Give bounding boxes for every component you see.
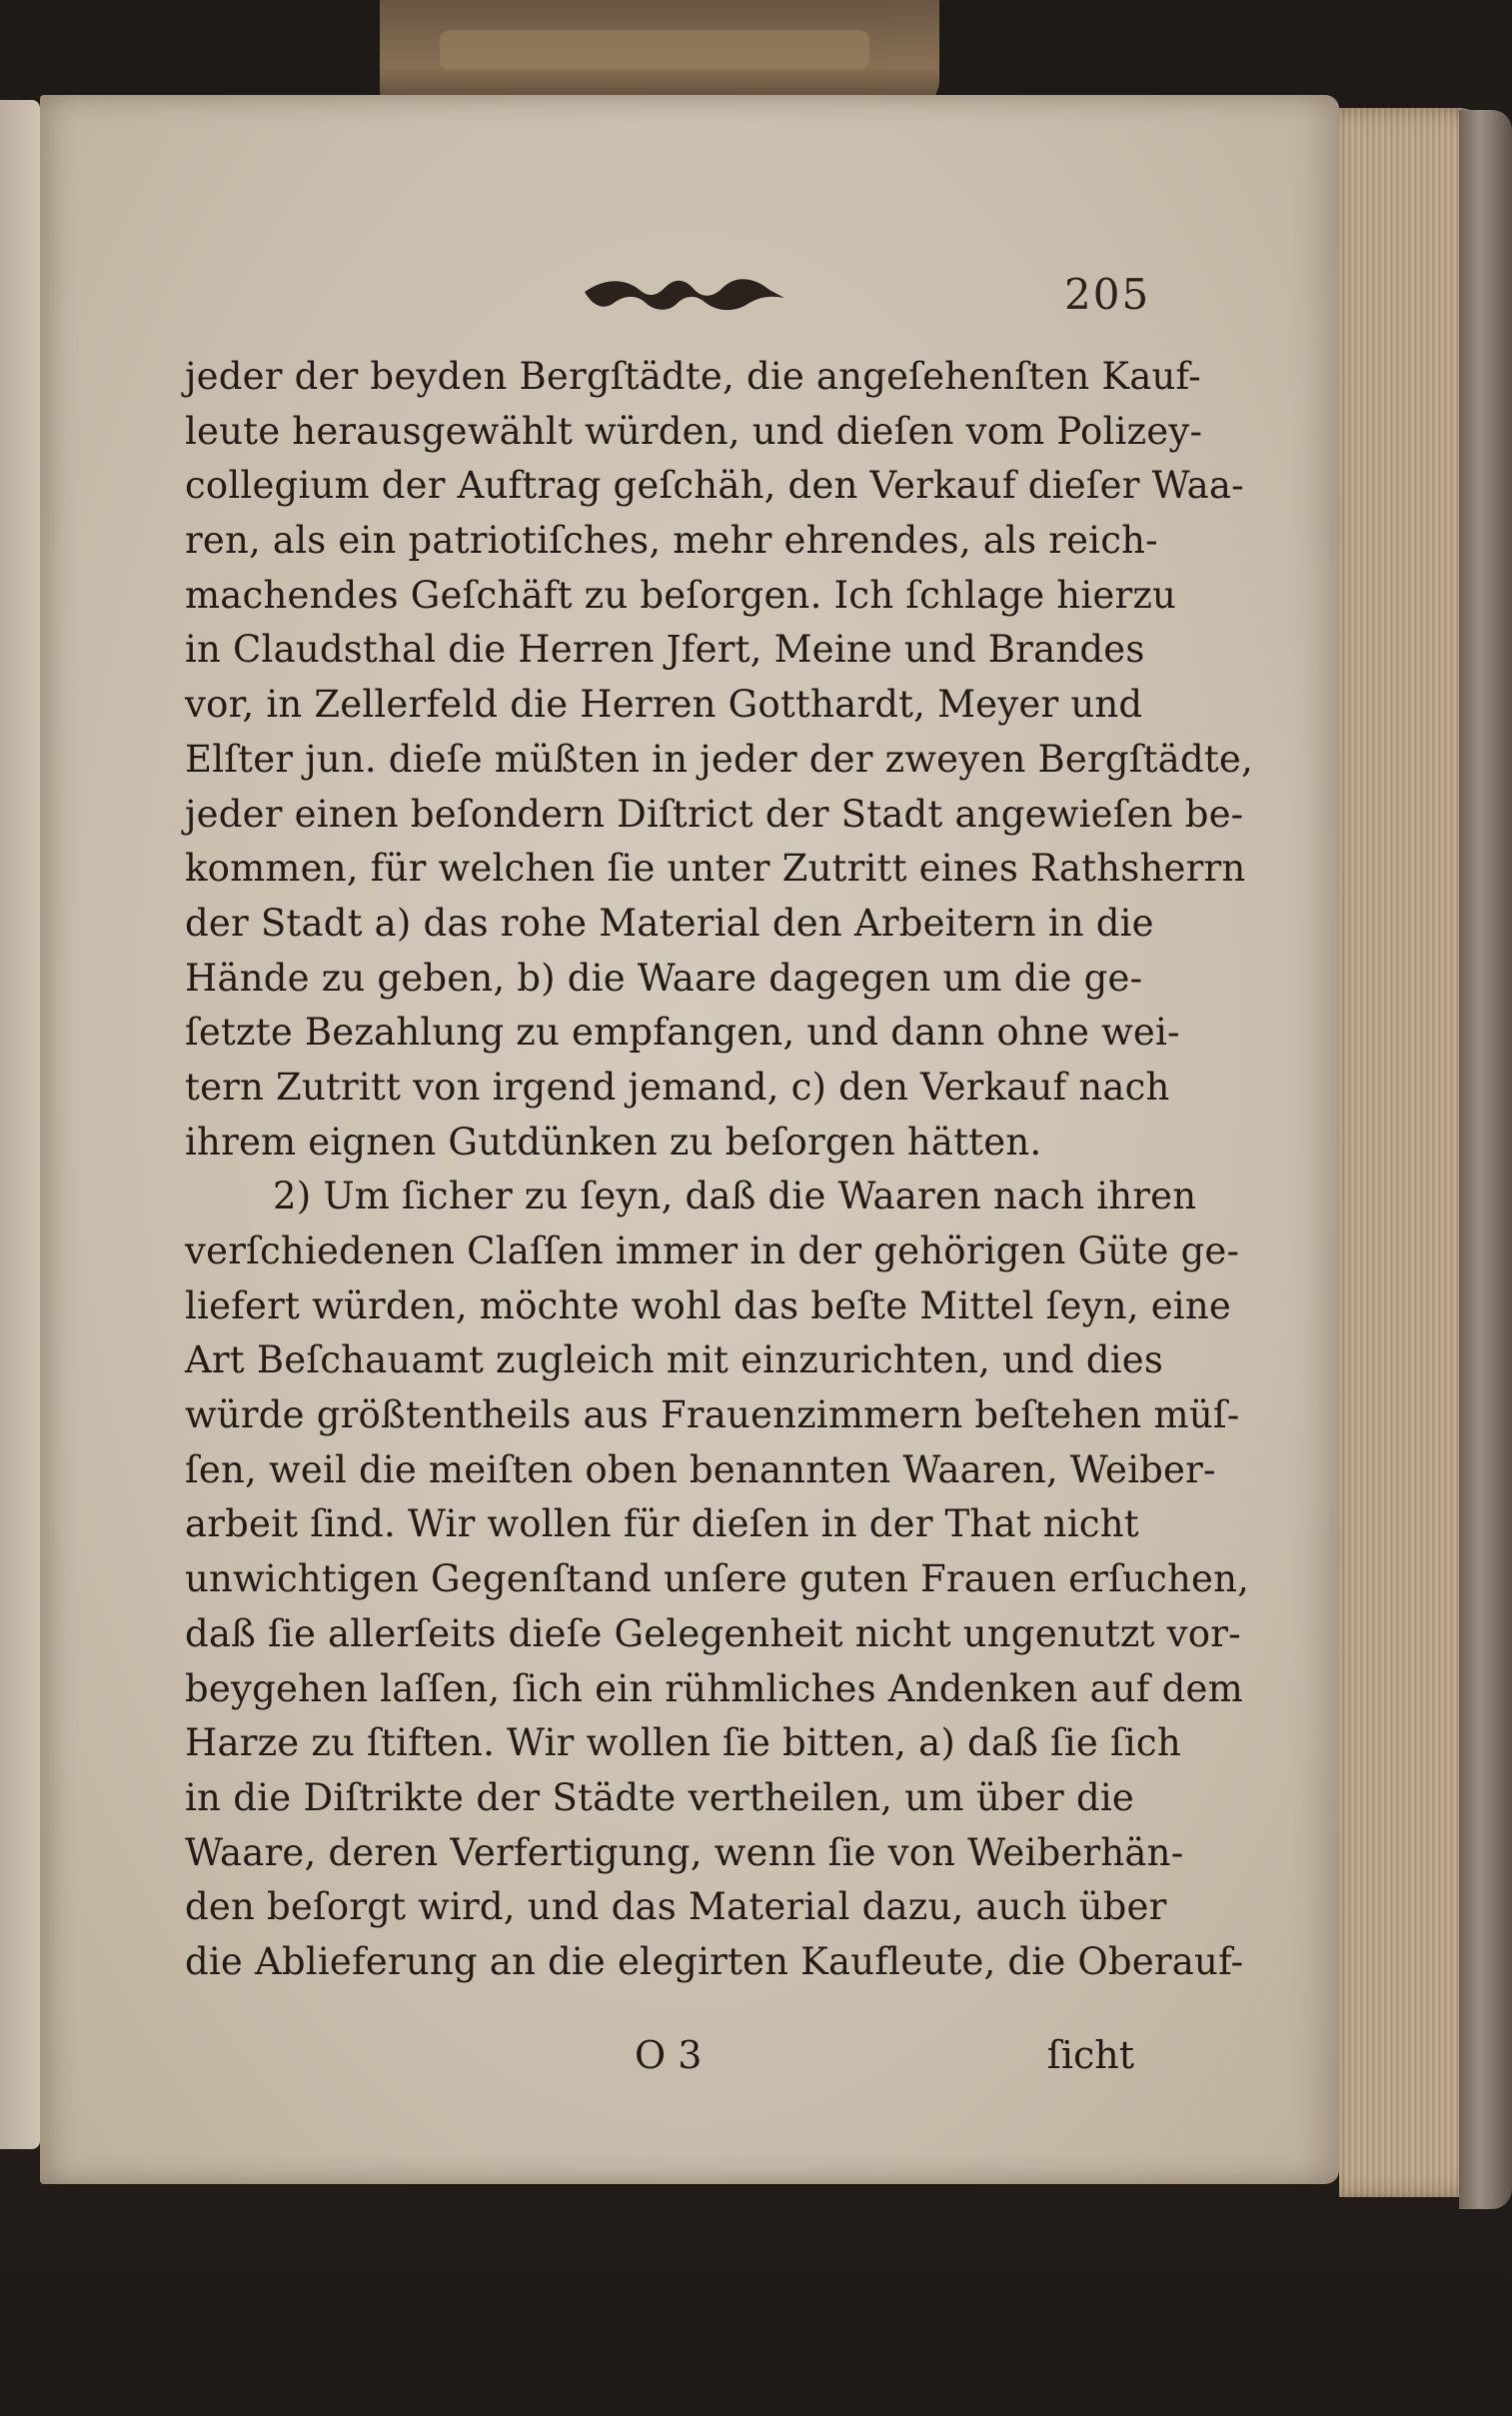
text-line: kommen, für welchen ſie unter Zutritt eines Rathsherrn [185, 847, 1246, 891]
signature-mark: O 3 [635, 2033, 703, 2077]
text-line: würde größtentheils aus Frauenzimmern beſtehen müſ- [185, 1393, 1240, 1437]
text-line: unwichtigen Gegenſtand unſere guten Frauen erſuchen, [185, 1557, 1250, 1601]
text-line: Harze zu ſtiften. Wir wollen ſie bitten, a) daß ſie ſich [185, 1721, 1181, 1765]
body-text [185, 350, 1253, 1990]
page-number: 205 [1064, 270, 1151, 319]
text-line: Elſter jun. dieſe müßten in jeder der zweyen Bergſtädte, [185, 737, 1253, 781]
text-line: ſetzte Bezahlung zu empfangen, und dann ohne wei- [185, 1011, 1180, 1055]
text-line: in die Diſtrikte der Städte vertheilen, um über die [185, 1775, 1134, 1819]
printer-ornament-icon [585, 268, 784, 316]
paper-tab [380, 0, 939, 110]
text-line: machendes Geſchäft zu beſorgen. Ich ſchlage hierzu [185, 573, 1177, 617]
page-header [585, 262, 1151, 332]
catchword: ſicht [1046, 2033, 1134, 2077]
text-line: der Stadt a) das rohe Material den Arbeitern in die [185, 901, 1154, 945]
text-line: tern Zutritt von irgend jemand, c) den Verkauf nach [185, 1065, 1170, 1109]
text-line: liefert würden, möchte wohl das beſte Mittel ſeyn, eine [185, 1283, 1231, 1327]
page-footer [185, 2029, 1134, 2089]
facing-page-edge [0, 100, 40, 2149]
text-line: ren, als ein patriotiſches, mehr ehrendes, als reich- [185, 519, 1158, 563]
text-line: jeder einen beſondern Diſtrict der Stadt angewieſen be- [185, 792, 1244, 836]
text-line: jeder der beyden Bergſtädte, die angeſehenſten Kauf- [185, 355, 1201, 398]
text-line: beygehen laſſen, ſich ein rühmliches Andenken auf dem [185, 1666, 1243, 1710]
text-line: leute herausgewählt würden, und dieſen vom Polizey- [185, 409, 1203, 453]
text-line: Art Beſchauamt zugleich mit einzurichten, und dies [185, 1338, 1164, 1382]
text-line: verſchiedenen Claſſen immer in der gehörigen Güte ge- [185, 1229, 1240, 1272]
text-line: Waare, deren Verfertigung, wenn ſie von Weiberhän- [185, 1830, 1184, 1874]
text-line: Hände zu geben, b) die Waare dagegen um die ge- [185, 956, 1143, 1000]
text-line: den beſorgt wird, und das Material dazu, auch über [185, 1885, 1167, 1929]
text-line: arbeit ſind. Wir wollen für dieſen in der That nicht [185, 1502, 1139, 1546]
text-line: die Ablieferung an die elegirten Kaufleute, die Oberauf- [185, 1939, 1244, 1983]
book-cover-edge [1459, 110, 1512, 2209]
text-line: ihrem eignen Gutdünken zu beſorgen hätten. [185, 1120, 1042, 1164]
text-line: vor, in Zellerfeld die Herren Gotthardt, Meyer und [185, 683, 1143, 727]
text-line: 2) Um ſicher zu ſeyn, daß die Waaren nach ihren [273, 1175, 1197, 1218]
text-line: ſen, weil die meiſten oben benannten Waaren, Weiber- [185, 1447, 1216, 1491]
text-line: in Claudsthal die Herren Jfert, Meine und Brandes [185, 628, 1145, 672]
text-line: daß ſie allerſeits dieſe Gelegenheit nicht ungenutzt vor- [185, 1611, 1241, 1655]
text-line: collegium der Auftrag geſchäh, den Verkauf dieſer Waa- [185, 464, 1244, 508]
